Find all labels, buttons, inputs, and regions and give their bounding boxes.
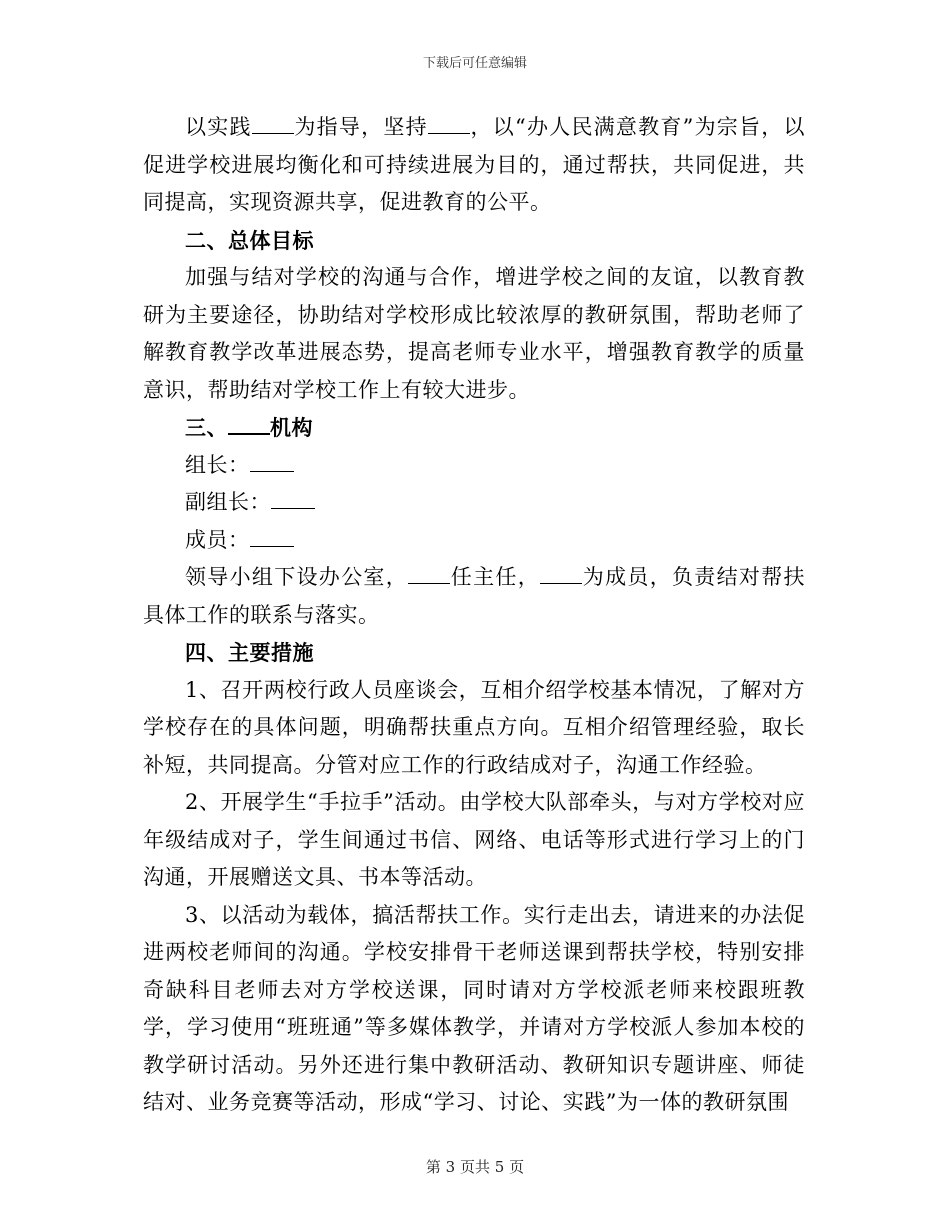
blank-line (250, 523, 294, 546)
section-heading-measures: 四、主要措施 (185, 640, 314, 665)
blank-line (540, 561, 582, 584)
members-line: 成员： (143, 522, 805, 560)
blank-line (271, 486, 315, 509)
blank-line (428, 111, 470, 134)
blank-line (250, 448, 294, 471)
document-body (143, 109, 805, 1122)
paragraph-office: 领导小组下设办公室， 任主任， 为成员，负责结对帮扶具体工作的联系与落实。 (143, 559, 805, 634)
blank-line (252, 111, 294, 134)
page-footer: 第 3 页共 5 页 (425, 1158, 525, 1176)
measure-item-2: 2、开展学生“手拉手”活动。由学校大队部牵头，与对方学校对应年级结成对子，学生间通过书信、网络、电话等形式进行学习上的门沟通，开展赠送文具、书本等活动。 (143, 790, 805, 889)
blank-line (408, 561, 450, 584)
section-heading-organization: 三、 机构 (143, 409, 805, 447)
leader-line: 组长： (143, 447, 805, 485)
section-heading-overall-goal: 二、总体目标 (185, 227, 314, 253)
paragraph-overall-goal: 加强与结对学校的沟通与合作，增进学校之间的友谊，以教育教研为主要途径，协助结对学校形成比较浓厚的教研氛围，帮助老师了解教育教学改革进展态势，提高老师专业水平，增强教育教学的质量意识，帮助结对学校工作上有较大进步。 (143, 265, 805, 402)
page-header: 下载后可任意编辑 (422, 56, 527, 71)
measure-item-3: 3、以活动为载体，搞活帮扶工作。实行走出去，请进来的办法促进两校老师间的沟通。学校安排骨干老师送课到帮扶学校，特别安排奇缺科目老师去对方学校送课，同时请对方学校派老师来校跟班教学，学习使用“班班通”等多媒体教学，并请对方学校派人参加本校的教学研讨活动。另外还进行集中教研活动、教研知识专题讲座、师徒结对、业务竞赛等活动，形成“学习、讨论、实践”为一体的教研氛围 (143, 902, 805, 1114)
vice-leader-line: 副组长： (143, 484, 805, 522)
paragraph-guiding-principle: 以实践 为指导，坚持 ，以“办人民满意教育”为宗旨，以促进学校进展均衡化和可持续进展为目的，通过帮扶，共同促进，共同提高，实现资源共享，促进教育的公平。 (143, 109, 805, 222)
measure-item-1: 1、召开两校行政人员座谈会，互相介绍学校基本情况，了解对方学校存在的具体问题，明确帮扶重点方向。互相介绍管理经验，取长补短，共同提高。分管对应工作的行政结成对子，沟通工作经验。 (143, 677, 805, 777)
blank-line (228, 411, 270, 435)
